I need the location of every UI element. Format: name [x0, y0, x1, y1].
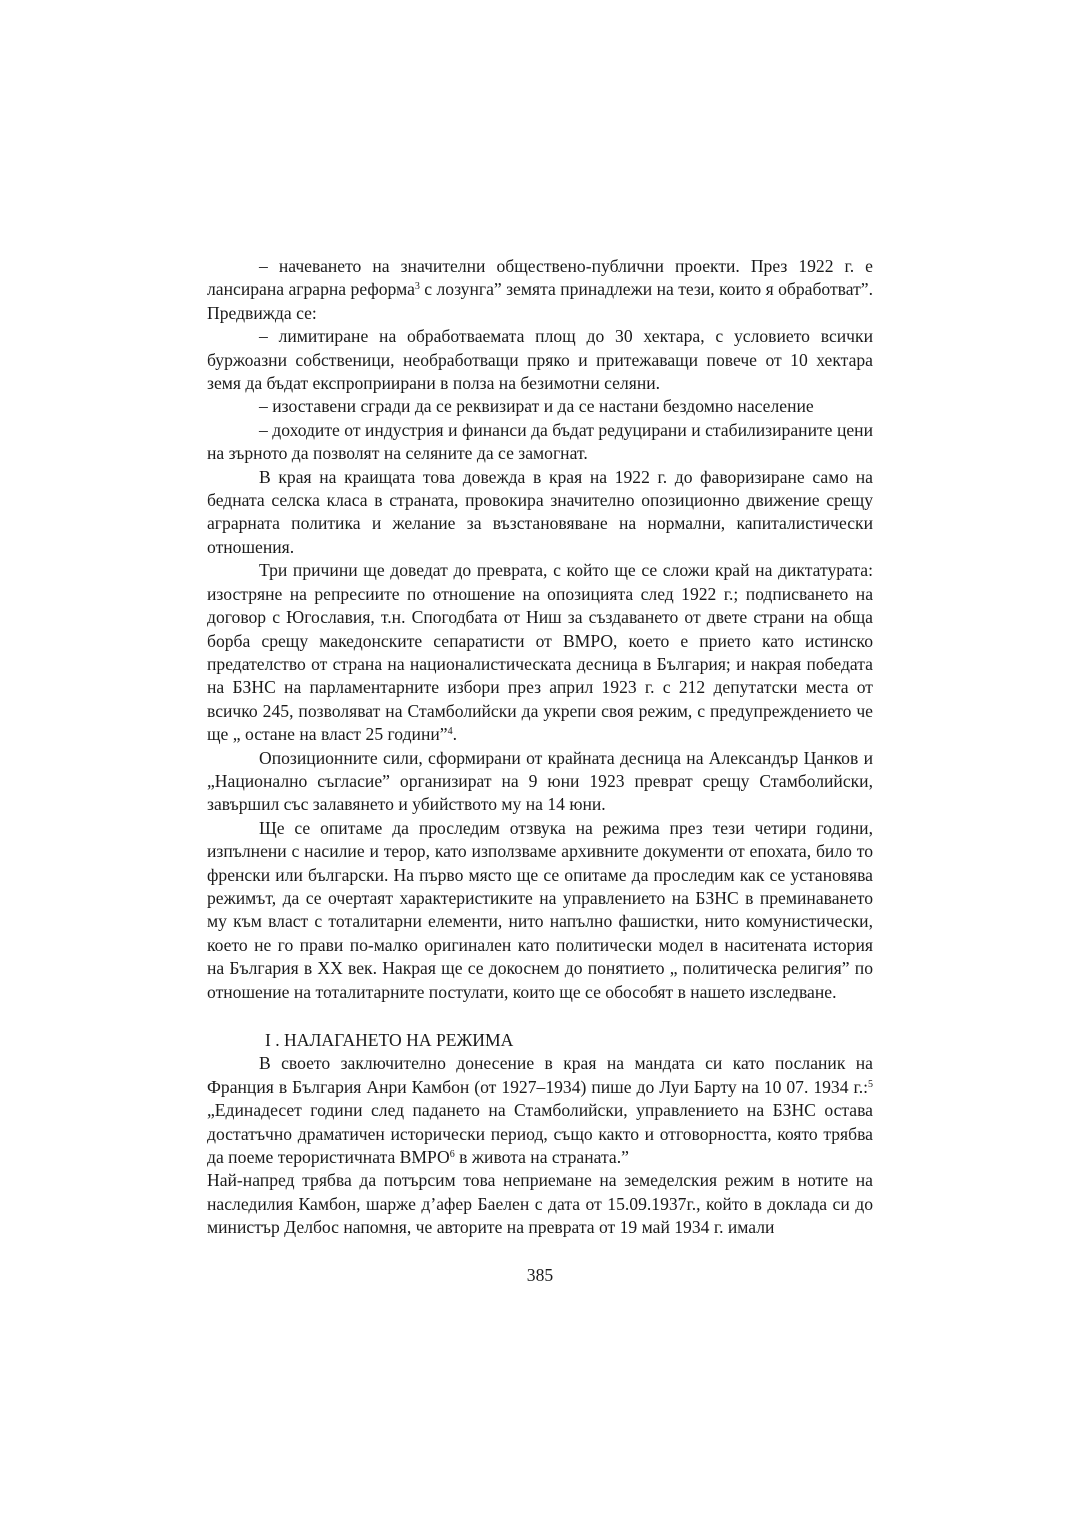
section-heading: [207, 1029, 873, 1052]
paragraph-text: с лозунга” земята принадлежи на тези, които я обработват”. Предвижда се:: [207, 279, 873, 323]
paragraph-text: Най-напред трябва да потърсим това неприемане на земеделския режим в нотите на наследилия Камбон, шарже д’афер Баелен с дата от 15.09.1937г., който в доклада си до министър Делбос напомня, че авторите на преврата от 19 май 1934 г. имали: [207, 1170, 873, 1238]
paragraph-coup: [207, 747, 873, 817]
paragraph-baelen-note: [207, 1169, 873, 1239]
paragraph-land-limit: [207, 325, 873, 395]
page-body: [207, 255, 873, 1240]
paragraph-cambon-report: [207, 1052, 873, 1169]
paragraph-income: [207, 419, 873, 466]
footnote-ref-3[interactable]: 3: [414, 281, 420, 293]
section-heading-text: I . НАЛАГАНЕТО НА РЕЖИМА: [265, 1030, 514, 1050]
paragraph-three-reasons: [207, 559, 873, 746]
paragraph-text: Три причини ще доведат до преврата, с който ще се сложи край на диктатурата: изостряне на репресиите по отношение на опозицията след 1922 г.; подписването на договор с Югославия, т.н. Спогодбата от Ниш за създаването от двете страни на обща борба срещу македонските сепаратисти от ВМРО, което е прието като истинско предателство от страна на националистическата десница в България; и накрая победата на БЗНС на парламентарните избори през април 1923 г. с 212 депутатски места от всичко 245, позволяват на Стамболийски да укрепи своя режим, с предупреждението че ще „ остане на власт 25 години”: [207, 560, 873, 745]
paragraph-text: – доходите от индустрия и финанси да бъдат редуцирани и стабилизираните цени на зърното да позволят на селяните да се замогнат.: [207, 419, 873, 464]
footnote-ref-6[interactable]: 6: [449, 1149, 455, 1161]
paragraph-text: – изоставени сгради да се реквизират и да се настани бездомно население: [259, 396, 814, 417]
paragraph-text: В края на краищата това довежда в края на 1922 г. до фаворизиране само на бедната селска класа в страната, провокира значително опозиционно движение срещу аграрната политика и желание за възстановяване на нормални, капиталистически отношения.: [207, 466, 873, 557]
paragraph-text: „Единадесет години след падането на Стамболийски, управлението на БЗНС остава достатъчно драматичен исторически период, също както и отговорността, която трябва да поеме терористичната ВМРО: [207, 1100, 873, 1168]
paragraph-text: в живота на страната.”: [454, 1147, 629, 1168]
footnote-ref-4[interactable]: 4: [447, 726, 453, 738]
paragraph-text: Опозиционните сили, сформирани от крайната десница на Александър Цанков и „Национално съгласие” организират на 9 юни 1923 преврат срещу Стамболийски, завършил със залавянето и убийството му на 14 юни.: [207, 747, 873, 815]
paragraph-text: В своето заключително донесение в края на мандата си като посланик на Франция в България Анри Камбон (от 1927–1934) пише до Луи Барту на 10 07. 1934 г.:: [207, 1053, 873, 1097]
paragraph-text: – начеването на значителни обществено-публични проекти. През 1922 г. е лансирана аграрна реформа: [207, 256, 873, 300]
page-number: 385: [526, 1265, 554, 1285]
paragraph-text: – лимитиране на обработваемата площ до 30 хектара, с условието всички буржоазни собственици, необработващи пряко и притежаващи повече от 10 хектара земя да бъдат експроприирани в полза на безимотни селяни.: [207, 326, 873, 394]
paragraph-public-projects: [207, 255, 873, 325]
paragraph-requisition: [207, 395, 873, 418]
paragraph-text: .: [452, 724, 457, 745]
paragraph-favoring-peasants: [207, 466, 873, 560]
paragraph-research-aim: [207, 817, 873, 1004]
paragraph-text: Ще се опитаме да проследим отзвука на режима през тези четири години, изпълнени с насилие и терор, като използваме архивните документи от епохата, било то френски или български. На първо място ще се опитаме да проследим как се установява режимът, да се очертаят характеристиките на управлението на БЗНС в преминаването му към власт с тоталитарни елементи, нито напълно фашистки, нито комунистически, което не го прави по-малко оригинален като политически модел в наситената история на България в XX век. Накрая ще се докоснем до понятието „ политическа религия” по отношение на тоталитарните постулати, които ще се обособят в нашето изследване.: [207, 817, 873, 1002]
footnote-ref-5[interactable]: 5: [868, 1078, 873, 1090]
